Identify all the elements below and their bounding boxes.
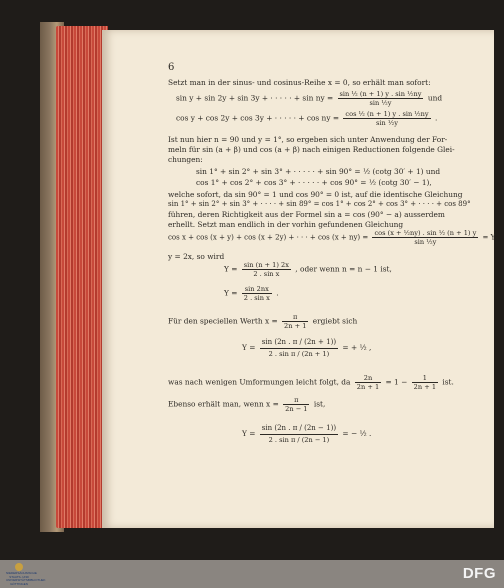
library-seal-icon (15, 563, 23, 571)
equation-cosine-sum: cos y + cos 2y + cos 3y + · · · · · + cos ny = $\frac{\text{cos ½ (n + 1) y . sin ½ny}}{\text{sin ½y}}$ . (176, 110, 438, 127)
equation-cos-series: cos x + cos (x + y) + cos (x + 2y) + · · · + cos (x + ny) = $\frac{\text{cos (x + ½ny) . sin ½ (n + 1) y}}{\text{sin ½y}}$ = Y (168, 229, 496, 246)
page-number: 6 (168, 62, 175, 73)
equation-line: sin 1° + sin 2° + sin 3° + · · · · · + sin 90° = ½ (cotg 30′ + 1) und (196, 167, 441, 176)
text-line: Ist nun hier n = 90 und y = 1°, so ergeben sich unter Anwendung der For- (168, 135, 448, 144)
text-line: sin 1° + sin 2° + sin 3° + · · · · + sin 89° = cos 1° + cos 2° + cos 3° + · · · · + cos 89° (168, 200, 471, 208)
book-page (102, 30, 494, 528)
text-line-special-value: Für den speciellen Werth x = $\frac{\pi}{2n + 1}$ ergiebt sich (168, 313, 358, 330)
text-line-transform: was nach wenigen Umformungen leicht folgt, da $\frac{2n}{2n + 1}$ = 1 − $\frac{1}{2n + 1}$ ist. (168, 374, 454, 391)
text-line-likewise: Ebenso erhält man, wenn x = $\frac{\pi}{2n - 1}$ ist, (168, 396, 326, 413)
footer-bar (0, 560, 504, 588)
text-line: welche sofort, da sin 90° = 1 und cos 90° = 0 ist, auf die identische Gleichung (168, 190, 463, 199)
text-line: chungen: (168, 155, 203, 164)
library-logo: NIEDERSÄCHSISCHE STAATS- UND UNIVERSITÄTSBIBLIOTHEK GÖTTINGEN (6, 563, 32, 585)
equation-Y-plus-half: Y = $\frac{\sin (2n . \pi / (2n + 1))}{\text{2 . sin π / (2n + 1)}}$ = + ½ , (242, 338, 372, 358)
text-line: Setzt man in der sinus- und cosinus-Reihe x = 0, so erhält man sofort: (168, 78, 431, 87)
text-line: y = 2x, so wird (168, 252, 225, 261)
text-line: erhellt. Setzt man endlich in der vorhin gefundenen Gleichung (168, 220, 404, 229)
equation-Y-1: Y = $\frac{\sin (n + 1) 2x}{\text{2 . sin x}}$ , oder wenn n = n − 1 ist, (224, 261, 392, 278)
text-line: meln für sin (a + β) und cos (a + β) nach einigen Reductionen folgende Glei- (168, 145, 455, 154)
dfg-logo: DFG (462, 565, 496, 582)
equation-line: cos 1° + cos 2° + cos 3° + · · · · · + cos 90° = ½ (cotg 30′ − 1), (196, 178, 432, 187)
text-line: führen, deren Richtigkeit aus der Formel sin a = cos (90° − a) ausserdem (168, 210, 445, 219)
equation-sine-sum: sin y + sin 2y + sin 3y + · · · · · + sin ny = $\frac{\text{sin ½ (n + 1) y . sin ½ny}}{\text{sin ½y}}$ und (176, 90, 443, 107)
page-edges (56, 26, 108, 528)
equation-Y-minus-half: Y = $\frac{\sin (2n . \pi / (2n - 1))}{\text{2 . sin π / (2n − 1)}}$ = − ½ . (242, 424, 372, 444)
equation-Y-2: Y = $\frac{\sin 2nx}{\text{2 . sin x}}$ . (224, 285, 279, 302)
